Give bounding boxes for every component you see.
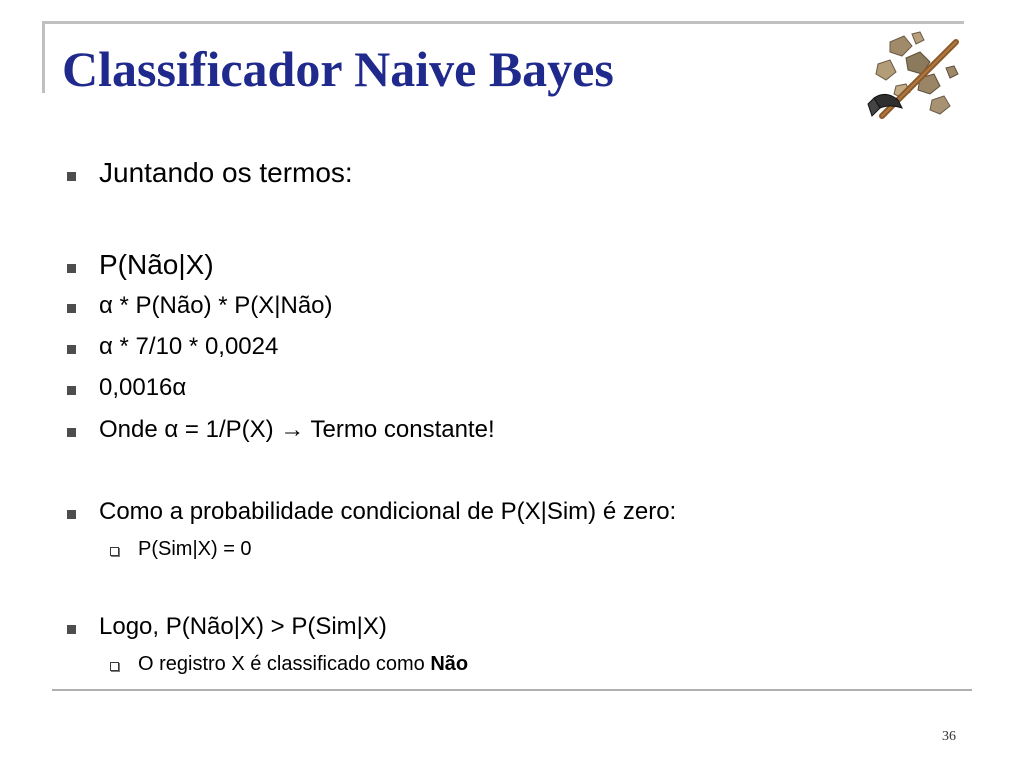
bullet-marker (67, 428, 76, 437)
bullet-item-juntando: Juntando os termos: (99, 157, 353, 188)
bullet-marker (67, 172, 76, 181)
page-number: 36 (942, 729, 956, 744)
sub-bullet-item-p-sim-x: P(Sim|X) = 0 (138, 538, 252, 560)
bullet-marker (67, 625, 76, 634)
bullet-marker (67, 386, 76, 395)
bullet-item-p-nao-x: P(Não|X) (99, 249, 214, 280)
bullet-item-probability-zero: Como a probabilidade condicional de P(X|Sim) é zero: (99, 498, 677, 525)
slide-title: Classificador Naive Bayes (62, 41, 614, 97)
bullet-marker (67, 304, 76, 313)
bullet-marker (67, 510, 76, 519)
sub-bullet-marker (110, 662, 119, 671)
classification-result: Não (430, 653, 469, 675)
bullet-item-result: 0,0016α (99, 374, 187, 401)
classification-text: O registro X é classificado como (138, 653, 431, 675)
sub-bullet-item-classification (138, 653, 468, 676)
bullet-marker (67, 345, 76, 354)
bullet-item-conclusion: Logo, P(Não|X) > P(Sim|X) (99, 613, 387, 640)
sub-bullet-marker (110, 547, 119, 556)
bullet-marker (67, 264, 76, 273)
bullet-item-alpha-numbers: α * 7/10 * 0,0024 (99, 333, 279, 360)
bullet-item-alpha-definition: Onde α = 1/P(X) → Termo constante! (99, 416, 495, 443)
bullet-item-alpha-expression: α * P(Não) * P(X|Não) (99, 292, 333, 319)
footer-rule (52, 689, 972, 691)
